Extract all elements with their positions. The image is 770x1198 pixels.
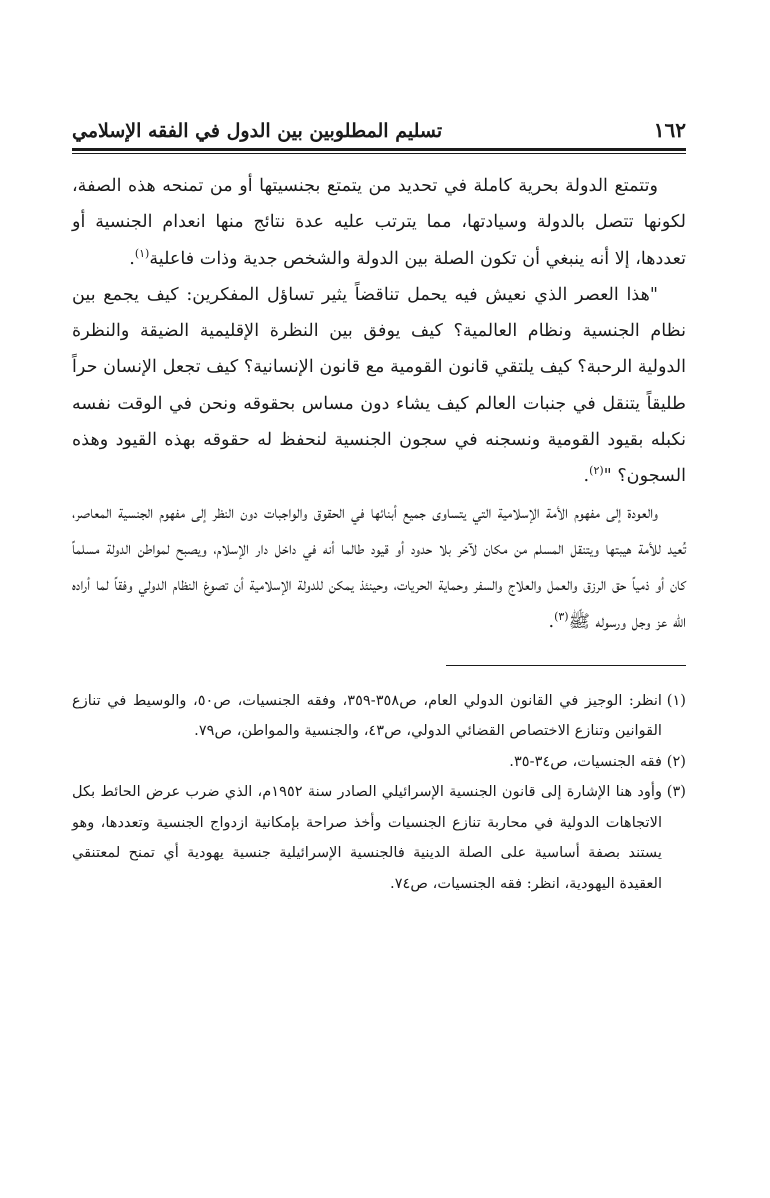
- footnote-mark: (٢): [666, 752, 686, 770]
- paragraph-3-end: .: [548, 611, 555, 632]
- paragraph-3: [72, 495, 686, 640]
- footnote-text: وأود هنا الإشارة إلى قانون الجنسية الإسرائيلي الصادر سنة ١٩٥٢م، الذي ضرب عرض الحائط بكل الاتجاهات الدولية في محاربة تنازع الجنسيات وأخذ صراحة بإمكانية ازدواج الجنسية وتعددها، وهو يستند بصفة أساسية على الصلة الدينية فالجنسية الإسرائيلية جنسية يهودية أي تمنح لمعتنقي العقيدة اليهودية، انظر: فقه الجنسيات، ص٧٤.: [72, 783, 662, 892]
- running-title: تسليم المطلوبين بين الدول في الفقه الإسلامي: [72, 120, 443, 142]
- footnote-1: [72, 686, 686, 747]
- footnote-3: [72, 777, 686, 899]
- paragraph-1: [72, 168, 686, 277]
- footnote-mark: (٣): [666, 783, 686, 801]
- footnote-separator: [446, 665, 686, 666]
- footnote-ref-2: (٢): [589, 464, 604, 478]
- main-text: [72, 168, 686, 640]
- footnote-ref-1: (١): [134, 246, 150, 260]
- running-header: [72, 108, 686, 142]
- footnote-ref-3: (٣): [554, 609, 569, 623]
- header-rule-thick: [72, 148, 686, 151]
- paragraph-1-text: وتتمتع الدولة بحرية كاملة في تحديد من يتمتع بجنسيتها أو من تمنحه هذه الصفة، لكونها تتصل بالدولة وسيادتها، مما يترتب عليه عدة نتائج منها انعدام الجنسية أو تعددها، إلا أنه ينبغي أن تكون الصلة بين الدولة والشخص جدية وذات فاعلية: [72, 176, 686, 269]
- footnote-text: انظر: الوجيز في القانون الدولي العام، ص٣٥٨-٣٥٩، وفقه الجنسيات، ص٥٠، والوسيط في تنازع القوانين وتنازع الاختصاص القضائي الدولي، ص٤٣، والجنسية والمواطن، ص٧٩.: [72, 691, 662, 740]
- footnote-2: [72, 747, 686, 778]
- paragraph-3-text: والعودة إلى مفهوم الأمة الإسلامية التي يتساوى جميع أبنائها في الحقوق والواجبات دون النظر إلى مفهوم الجنسية المعاصر، تُعيد للأمة هيبتها ويتنقل المسلم من مكان لآخر بلا حدود أو قيود طالما أنه في داخل دار الإسلام، ويصبح لمواطن الدولة مسلماً كان أو ذمياً حق الرزق والعمل والعلاج والسفر وحماية الحريات، وحينئذ يمكن للدولة الإسلامية أن تصوغ النظام الدولي وفقاً لما أراده الله عز وجل ورسوله ﷺ: [72, 502, 686, 632]
- page-number: ١٦٢: [653, 118, 686, 142]
- footnote-text: فقه الجنسيات، ص٣٤-٣٥.: [509, 752, 662, 770]
- header-rule-thin: [72, 153, 686, 154]
- footnote-mark: (١): [666, 691, 686, 709]
- paragraph-1-end: .: [129, 248, 135, 269]
- paragraph-2: [72, 277, 686, 495]
- paragraph-2-end: .: [583, 466, 590, 487]
- footnotes: [72, 686, 686, 900]
- paragraph-2-text: "هذا العصر الذي نعيش فيه يحمل تناقضاً يثير تساؤل المفكرين: كيف يجمع بين نظام الجنسية ونظام العالمية؟ كيف يوفق بين النظرة الإقليمية الضيقة والنظرة الدولية الرحبة؟ كيف يلتقي قانون القومية مع قانون الإنسانية؟ كيف تجعل الإنسان حراً طليقاً يتنقل في جنبات العالم كيف يشاء دون مساس بحقوقه ونحن في الوقت نفسه نكبله بقيود القومية ونسجنه في سجون الجنسية لنحفظ له حقوقه بهذه القيود وهذه السجون؟ ": [72, 284, 686, 487]
- book-page: [72, 108, 686, 899]
